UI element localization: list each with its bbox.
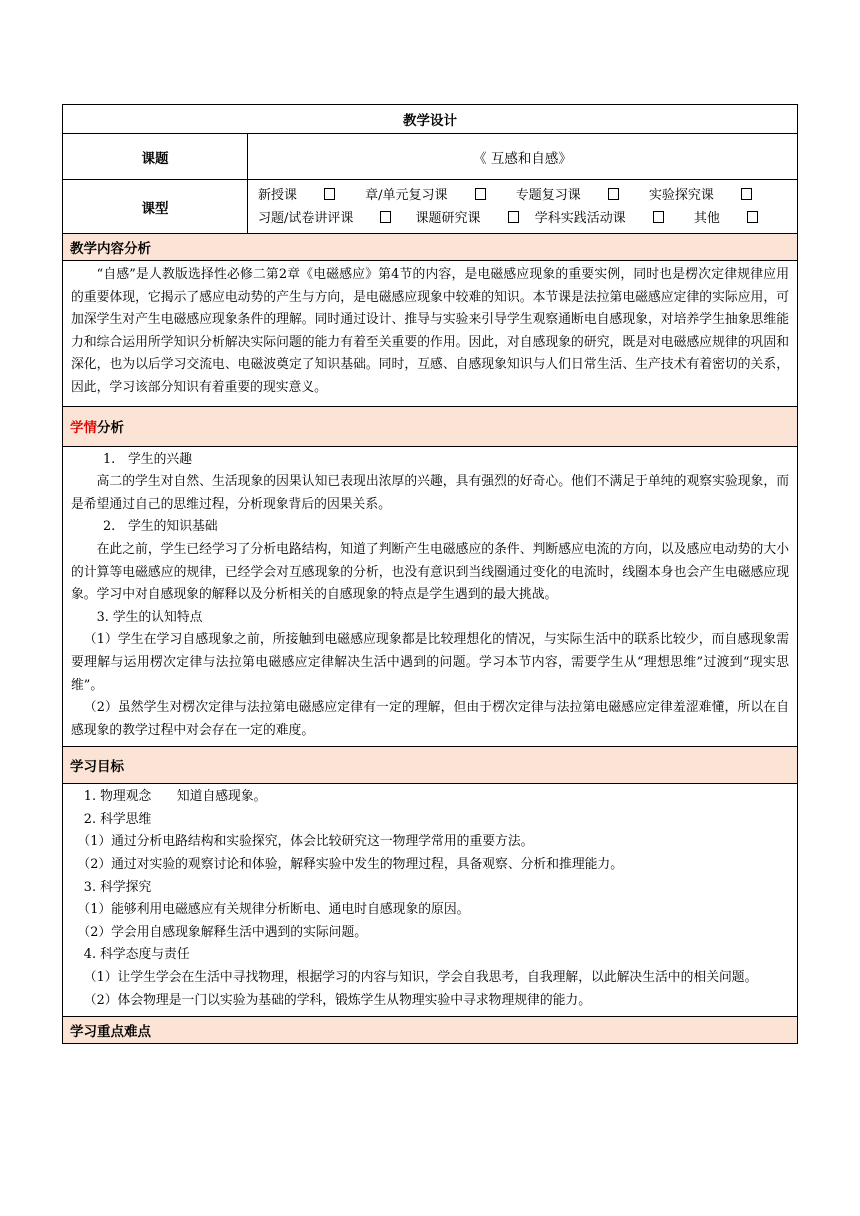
option-label: 章/单元复习课 bbox=[365, 188, 448, 203]
option-label: 新授课 bbox=[258, 188, 298, 203]
objective-line: （2）体会物理是一门以实验为基础的学科，锻炼学生从物理实验中寻求物理规律的能力。 bbox=[83, 992, 592, 1008]
checkbox-icon[interactable] bbox=[747, 211, 758, 223]
objective-line: 2. 科学思维 bbox=[83, 811, 152, 827]
option-experiment[interactable] bbox=[649, 188, 752, 203]
option-label: 课题研究课 bbox=[415, 211, 481, 226]
option-exercise-review[interactable] bbox=[258, 211, 391, 226]
section-title: 分析 bbox=[97, 420, 124, 437]
section-title-red: 学情 bbox=[70, 420, 97, 437]
objectives-body bbox=[62, 784, 798, 1017]
option-label: 专题复习课 bbox=[515, 188, 581, 203]
topic-text: 《 互感和自感》 bbox=[473, 150, 572, 167]
option-label: 其他 bbox=[693, 211, 720, 226]
lesson-type-options bbox=[248, 180, 797, 233]
topic-label: 课题 bbox=[63, 134, 248, 179]
checkbox-icon[interactable] bbox=[324, 188, 335, 200]
objectives-heading bbox=[62, 747, 798, 784]
knowledge-title: 2. 学生的知识基础 bbox=[103, 519, 218, 535]
objective-line: （1）通过分析电路结构和实验探究，体会比较研究这一物理学常用的重要方法。 bbox=[77, 834, 534, 850]
content-analysis-text: “自感”是人教版选择性必修二第2章《电磁感应》第4节的内容，是电磁感应现象的重要实例，同时也是楞次定律规律应用的重要体现，它揭示了感应电动势的产生与方向，是电磁感应现象中较难的知识。本节课是法拉第电磁感应定律的实际应用，可加深学生对产生电磁感应现象条件的理解。同时通过设计、推导与实验来引导学生观察通断电自感现象，对培养学生抽象思维能力和综合运用所学知识分析解决实际问题的能力有着至关重要的作用。因此，对自感现象的研究，既是对电磁感应规律的巩固和深化，也为以后学习交流电、电磁波奠定了知识基础。同时，互感、自感现象知识与人们日常生活、生产技术有着密切的关系，因此，学习该部分知识有着重要的现实意义。 bbox=[71, 267, 789, 395]
content-analysis-heading bbox=[62, 234, 798, 261]
checkbox-icon[interactable] bbox=[508, 211, 519, 223]
option-practice[interactable] bbox=[535, 211, 664, 226]
topic-value bbox=[248, 134, 797, 179]
objective-line: （1）能够利用电磁感应有关规律分析断电、通电时自感现象的原因。 bbox=[77, 902, 470, 918]
option-other[interactable] bbox=[694, 211, 758, 226]
objective-line: （2）通过对实验的观察讨论和体验，解释实验中发生的物理过程，具备观察、分析和推理能力。 bbox=[77, 857, 624, 873]
content-analysis-body bbox=[62, 261, 798, 407]
option-unit-review[interactable] bbox=[365, 188, 485, 203]
cognition-item-1: （1）学生在学习自感现象之前，所接触到电磁感应现象都是比较理想化的情况，与实际生活中的联系比较少，而自感现象需要理解与运用楞次定律与法拉第电磁感应定律解决生活中遇到的问题。学习本节内容，需要学生从“理想思维”过渡到“现实思维”。 bbox=[71, 632, 789, 693]
key-points-heading bbox=[62, 1017, 798, 1044]
lesson-type-label: 课型 bbox=[63, 180, 248, 233]
objective-line: （1）让学生学会在生活中寻找物理，根据学习的内容与知识，学会自我思考，自我理解，以此解决生活中的相关问题。 bbox=[83, 970, 758, 986]
objective-line: 4. 科学态度与责任 bbox=[83, 947, 190, 963]
cognition-item-2: （2）虽然学生对楞次定律与法拉第电磁感应定律有一定的理解，但由于楞次定律与法拉第电磁感应定律羞涩难懂，所以在自感现象的教学过程中对会存在一定的难度。 bbox=[71, 700, 789, 738]
checkbox-icon[interactable] bbox=[741, 188, 752, 200]
knowledge-text: 在此之前，学生已经学习了分析电路结构，知道了判断产生电磁感应的条件、判断感应电流的方向，以及感应电动势的大小的计算等电磁感应的规律，已经学会对互感现象的分析，也没有意识到当线圈通过变化的电流时，线圈本身也会产生电磁感应现象。学习中对自感现象的解释以及分析相关的自感现象的特点是学生遇到的最大挑战。 bbox=[71, 541, 789, 603]
lesson-type-line-2 bbox=[258, 207, 797, 230]
objective-line: （2）学会用自感现象解释生活中遇到的实际问题。 bbox=[77, 924, 368, 940]
objective-line: 1. 物理观念 知道自感现象。 bbox=[83, 789, 267, 805]
lesson-type-line-1 bbox=[258, 184, 797, 207]
checkbox-icon[interactable] bbox=[608, 188, 619, 200]
interest-text: 高二的学生对自然、生活现象的因果认知已表现出浓厚的兴趣，具有强烈的好奇心。他们不满足于单纯的观察实验现象，而是希望通过自己的思维过程，分析现象背后的因果关系。 bbox=[71, 474, 789, 512]
student-analysis-body bbox=[62, 447, 798, 748]
table-title bbox=[62, 104, 798, 134]
lesson-type-row bbox=[62, 180, 798, 234]
cognition-title: 3. 学生的认知特点 bbox=[96, 609, 203, 625]
interest-title: 1. 学生的兴趣 bbox=[103, 451, 192, 467]
section-title: 教学内容分析 bbox=[70, 241, 151, 257]
topic-row bbox=[62, 134, 798, 180]
lesson-plan-table bbox=[62, 104, 798, 1044]
option-label: 学科实践活动课 bbox=[534, 211, 626, 226]
option-topic-review[interactable] bbox=[516, 188, 619, 203]
option-research[interactable] bbox=[416, 211, 519, 226]
option-label: 实验探究课 bbox=[648, 188, 714, 203]
section-title: 学习目标 bbox=[70, 759, 124, 776]
objective-line: 3. 科学探究 bbox=[83, 879, 152, 895]
checkbox-icon[interactable] bbox=[653, 211, 664, 223]
option-label: 习题/试卷讲评课 bbox=[258, 211, 354, 226]
section-title: 学习重点难点 bbox=[70, 1024, 151, 1041]
student-analysis-heading bbox=[62, 407, 798, 447]
table-title-text: 教学设计 bbox=[403, 113, 457, 129]
option-new-lesson[interactable] bbox=[258, 188, 335, 203]
checkbox-icon[interactable] bbox=[380, 211, 391, 223]
checkbox-icon[interactable] bbox=[475, 188, 486, 200]
